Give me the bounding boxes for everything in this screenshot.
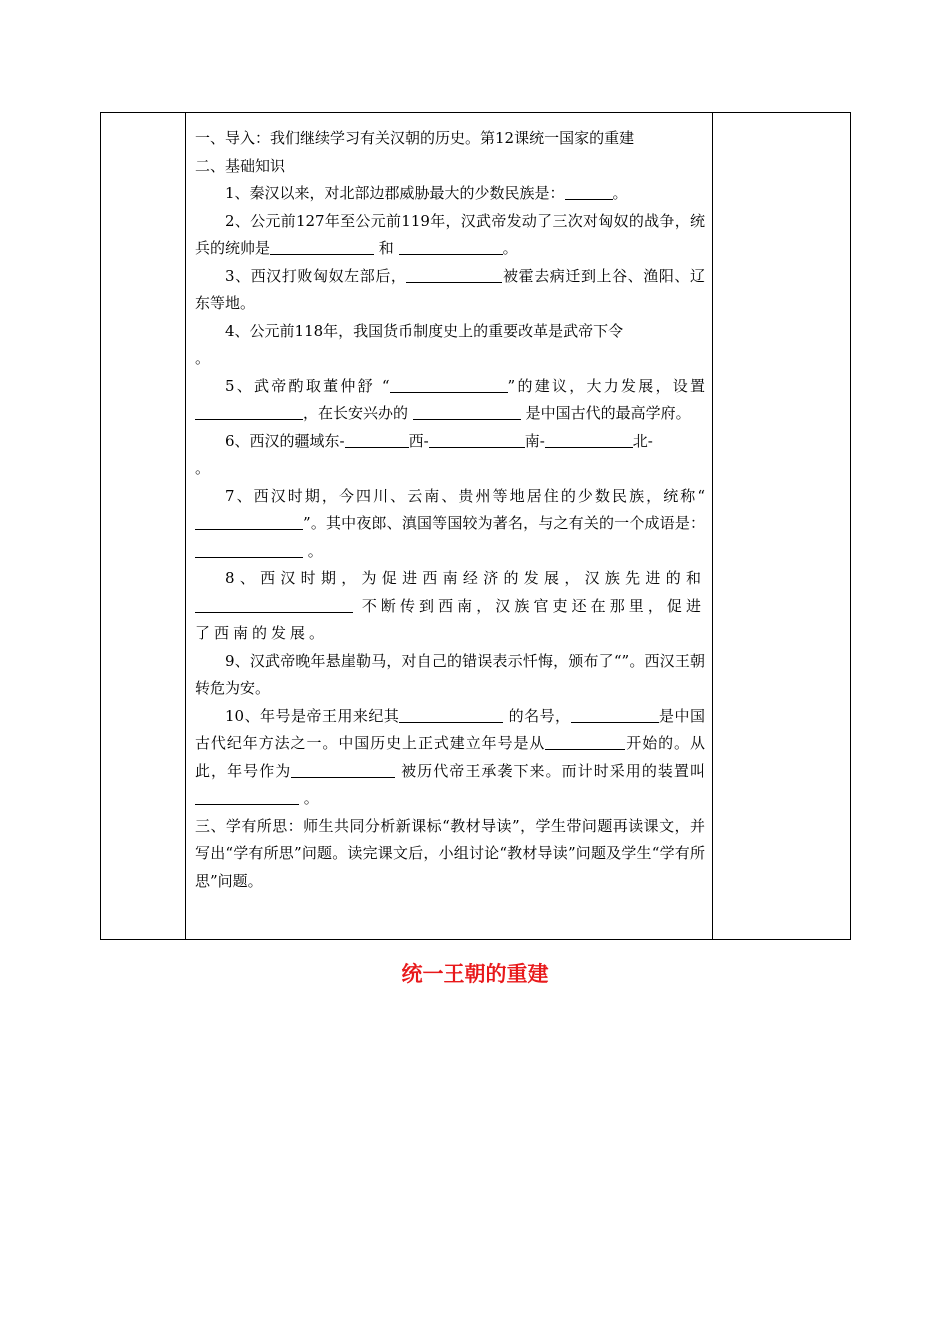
q5-blank-3 xyxy=(413,403,521,420)
q7-blank-1 xyxy=(195,513,303,530)
q10-blank-5 xyxy=(195,788,299,805)
q3-blank xyxy=(406,266,502,283)
q10-blank-2 xyxy=(571,706,659,723)
question-9: 9、汉武帝晚年悬崖勒马，对自己的错误表示忏悔，颁布了“”。西汉王朝转危为安。 xyxy=(195,651,705,697)
question-8 xyxy=(195,565,705,648)
q6-text-b: 西- xyxy=(408,431,429,450)
q7-end: 。 xyxy=(307,541,323,560)
q6-end: 。 xyxy=(195,459,211,477)
q6-blank-2 xyxy=(429,431,525,448)
question-6 xyxy=(195,428,705,483)
column-divider-left xyxy=(185,113,186,939)
q7-text-b: ”。其中夜郎、滇国等国较为著名，与之有关的一个成语是： xyxy=(303,514,705,532)
q2-mid: 和 xyxy=(374,239,394,257)
q10-text-e: 被历代帝王承袭下来。而计时采用的装置叫 xyxy=(401,761,705,780)
q5-text-a: 5、武帝酌取董仲舒 “ xyxy=(225,376,390,395)
question-4 xyxy=(195,318,705,373)
q6-text-d: 北- xyxy=(632,431,653,450)
q6-text-a: 6、西汉的疆域东- xyxy=(225,431,345,450)
page-title: 统一王朝的重建 xyxy=(401,962,549,986)
q10-blank-4 xyxy=(291,761,395,778)
q5-blank-2 xyxy=(195,403,303,420)
question-1 xyxy=(195,180,705,208)
q6-blank-1 xyxy=(345,431,409,448)
q6-text-c: 南- xyxy=(524,431,545,450)
q10-end: 。 xyxy=(303,789,319,807)
q8-text-a: 8、西汉时期，为促进西南经济的发展，汉族先进的和 xyxy=(225,569,705,587)
q4-text: 4、公元前118年，我国货币制度史上的重要改革是武帝下令 xyxy=(225,321,624,340)
q4-end: 。 xyxy=(195,349,211,367)
q2-blank-2 xyxy=(399,238,503,255)
q1-text: 1、秦汉以来，对北部边郡威胁最大的少数民族是： xyxy=(225,184,565,202)
question-7 xyxy=(195,483,705,566)
q10-text-c: 是中国古代纪年方法之一。中国历史上正式建立年号是从 xyxy=(195,706,705,752)
q3-text-b: 被霍去病迁到上谷、渔阳、辽东等地。 xyxy=(195,266,705,312)
q10-blank-1 xyxy=(399,706,503,723)
q10-text-b: 的名号， xyxy=(508,706,571,725)
basics-heading: 二、基础知识 xyxy=(195,156,286,175)
q8-text-b: 不断传到西南，汉族官吏还在那里，促进了西南的发展。 xyxy=(195,596,705,642)
q5-text-c: ，在长安兴办的 xyxy=(303,404,409,422)
question-2 xyxy=(195,208,705,263)
q2-text: 2、公元前127年至公元前119年，汉武帝发动了三次对匈奴的战争，统兵的统帅是 xyxy=(195,211,705,257)
q10-text-a: 10、年号是帝王用来纪其 xyxy=(225,706,400,725)
question-10 xyxy=(195,703,705,813)
question-5 xyxy=(195,373,705,428)
q8-blank xyxy=(195,596,353,613)
q7-text-a: 7、西汉时期，今四川、云南、贵州等地居住的少数民族，统称“ xyxy=(225,486,705,505)
q10-text-d: 开始的。从此，年号作为 xyxy=(195,734,705,780)
q1-blank xyxy=(565,183,613,200)
q7-blank-2 xyxy=(195,541,303,558)
intro-line: 一、导入：我们继续学习有关汉朝的历史。第12课统一国家的重建 xyxy=(195,129,635,147)
reflection-section: 三、学有所思：师生共同分析新课标“教材导读”，学生带问题再读课文，并写出“学有所思”问题。读完课文后，小组讨论“教材导读”问题及学生“学有所思”问题。 xyxy=(195,816,705,890)
worksheet-content xyxy=(195,125,705,895)
column-divider-right xyxy=(712,113,713,939)
q5-blank-1 xyxy=(390,376,508,393)
worksheet-table xyxy=(100,112,851,940)
q5-text-b: ”的建议，大力发展，设置 xyxy=(507,376,706,395)
question-3 xyxy=(195,263,705,318)
q2-end: 。 xyxy=(502,239,518,257)
q3-text-a: 3、西汉打败匈奴左部后， xyxy=(225,266,407,285)
q5-text-d: 是中国古代的最高学府。 xyxy=(525,404,691,422)
q6-blank-3 xyxy=(545,431,633,448)
q10-blank-3 xyxy=(545,733,625,750)
q2-blank-1 xyxy=(270,238,374,255)
q1-end: 。 xyxy=(612,184,628,202)
